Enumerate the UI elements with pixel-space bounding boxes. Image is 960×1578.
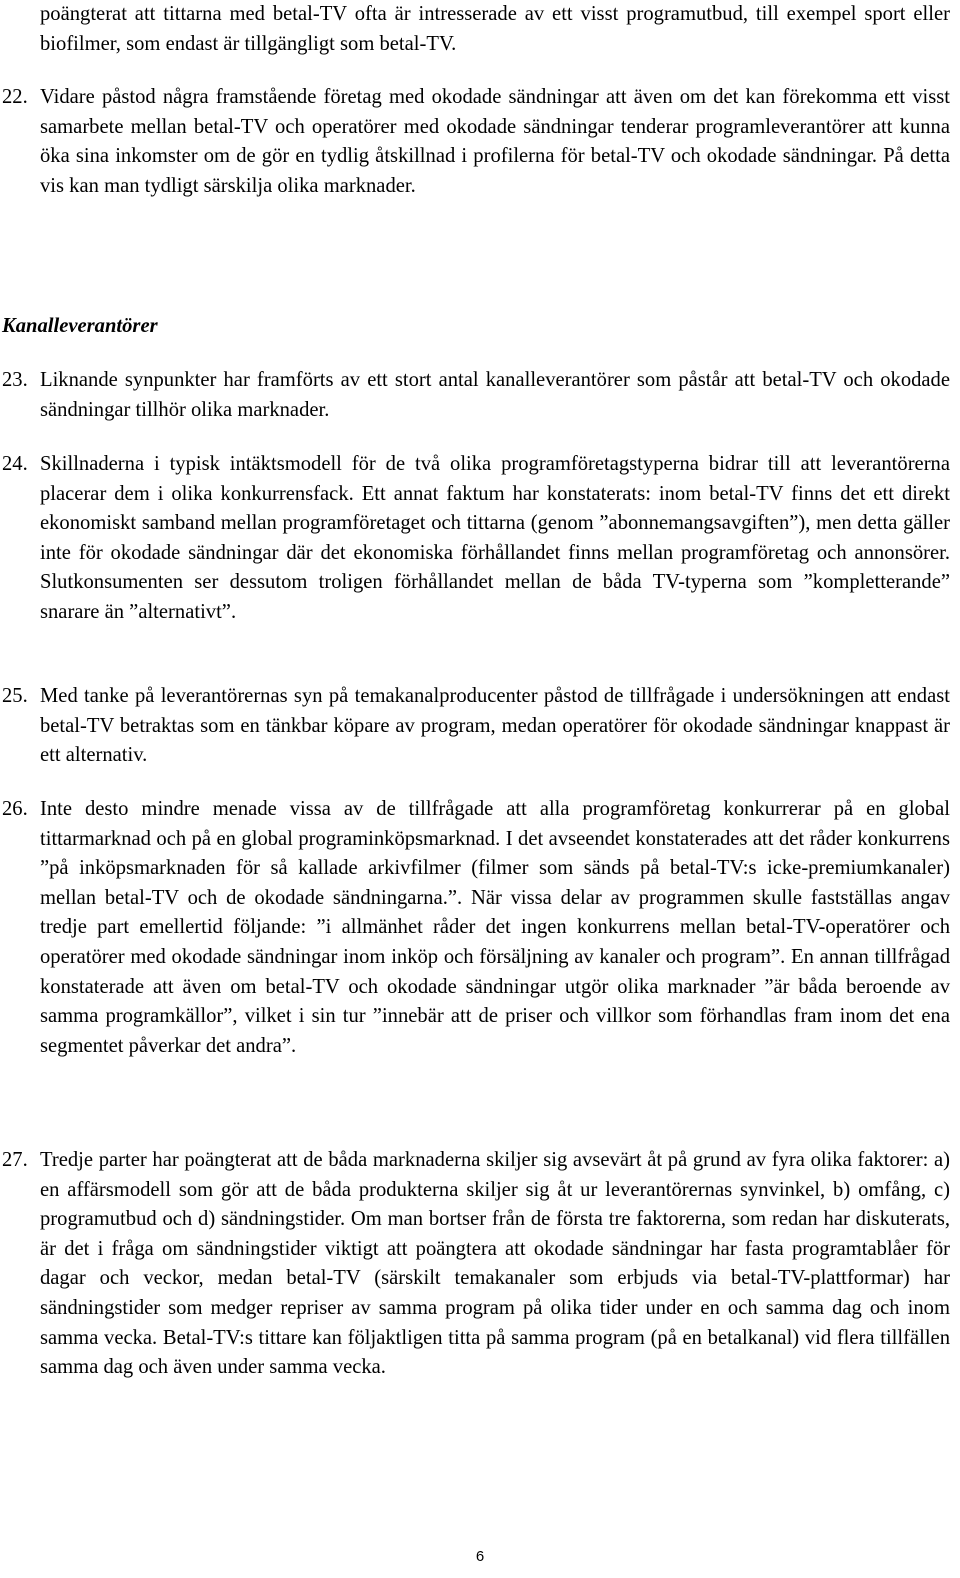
paragraph-27 xyxy=(2,1146,950,1383)
paragraph-24 xyxy=(2,450,950,628)
paragraph-21-continuation xyxy=(40,0,950,59)
paragraph-number: 22. xyxy=(2,86,28,108)
paragraph-22 xyxy=(2,83,950,201)
paragraph-text: Med tanke på leverantörernas syn på temakanalproducenter påstod de tillfrågade i undersökningen att endast betal-TV betraktas som en tänkbar köpare av program, medan operatörer för okodade sändningar knappast är ett alternativ. xyxy=(40,685,950,767)
paragraph-text: Inte desto mindre menade vissa av de tillfrågade att alla programföretag konkurrerar på en global tittarmarknad och på en global programinköpsmarknad. I det avseendet konstaterades att det råder konkurrens ”på inköpsmarknaden för så kallade arkivfilmer (filmer som sänds på betal-TV:s icke-premiumkanaler) mellan betal-TV och de okodade sändningarna.”. När vissa delar av programmen skulle fastställas angav tredje part emellertid följande: ”i allmänhet råder det ingen konkurrens mellan betal-TV-operatörer och operatörer med okodade sändningar inom inköp och försäljning av kanaler och program”. En annan tillfrågad konstaterade att även om betal-TV och okodade sändningar utgör olika marknader ”är båda beroende av samma programkällor”, vilket i sin tur ”innebär att de priser och villkor som förhandlas fram inom det ena segmentet påverkar det andra”. xyxy=(40,798,950,1057)
paragraph-number: 26. xyxy=(2,798,28,820)
paragraph-text: Tredje parter har poängterat att de båda marknaderna skiljer sig avsevärt åt på grund av fyra olika faktorer: a) en affärsmodell som gör att de båda produkterna skiljer sig åt ur leverantörernas synvinkel, b) omfång, c) programutbud och d) sändningstider. Om man bortser från de första tre faktorerna, som redan har diskuterats, är det i fråga om sändningstider viktigt att poängtera att okodade sändningar har fasta programtablåer för dagar och veckor, medan betal-TV (särskilt temakanaler som erbjuds via betal-TV-plattformar) har sändningstider som medger repriser av samma program på olika tider under en och samma dag och inom samma vecka. Betal-TV:s tittare kan följaktligen titta på samma program (på en betalkanal) vid flera tillfällen samma dag och även under samma vecka. xyxy=(40,1149,950,1379)
paragraph-number: 23. xyxy=(2,369,28,391)
paragraph-25 xyxy=(2,682,950,771)
paragraph-26 xyxy=(2,795,950,1061)
paragraph-number: 24. xyxy=(2,453,28,475)
paragraph-23 xyxy=(2,366,950,425)
page-number: 6 xyxy=(475,1548,485,1565)
paragraph-text: Skillnaderna i typisk intäktsmodell för de två olika programföretagstyperna bidrar till att leverantörerna placerar dem i olika konkurrensfack. Ett annat faktum har konstaterats: inom betal-TV finns det ett direkt ekonomiskt samband mellan programföretaget och tittarna (genom ”abonnemangsavgiften”), men detta gäller inte för okodade sändningar där det ekonomiska förhållandet finns mellan programföretag och annonsörer. Slutkonsumenten ser dessutom troligen förhållandet mellan de båda TV-typerna som ”kompletterande” snarare än ”alternativt”. xyxy=(40,453,950,623)
paragraph-text: poängterat att tittarna med betal-TV ofta är intresserade av ett visst programutbud, till exempel sport eller biofilmer, som endast är tillgängligt som betal-TV. xyxy=(40,3,950,55)
paragraph-number: 27. xyxy=(2,1149,28,1171)
paragraph-text: Liknande synpunkter har framförts av ett stort antal kanalleverantörer som påstår att betal-TV och okodade sändningar tillhör olika marknader. xyxy=(40,369,950,421)
paragraph-text: Vidare påstod några framstående företag med okodade sändningar att även om det kan förekomma ett visst samarbete mellan betal-TV och operatörer med okodade sändningar tenderar programleverantörer att kunna öka sina inkomster om de gör en tydlig åtskillnad i profilerna för betal-TV och okodade sändningar. På detta vis kan man tydligt särskilja olika marknader. xyxy=(40,86,950,197)
section-heading: Kanalleverantörer xyxy=(2,315,158,337)
paragraph-number: 25. xyxy=(2,685,28,707)
